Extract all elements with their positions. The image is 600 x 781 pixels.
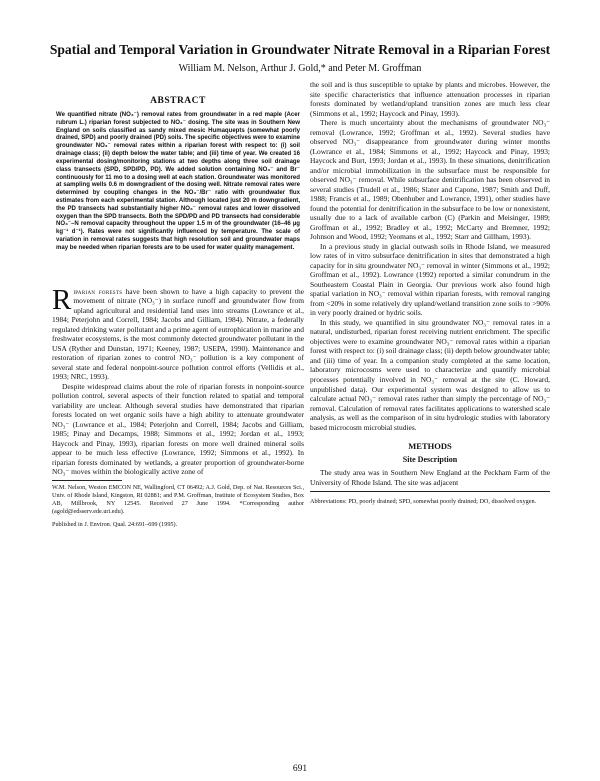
abstract-heading: ABSTRACT [150,96,206,106]
abstract-text: We quantified nitrate (NO₃⁻) removal rates from groundwater in a red maple (Acer rubrum L.) riparian forest subjected to NO₃⁻ dosing. The site was in Southern New England on soils classified as sandy mixed mesic Humaquepts (somewhat poorly drained, SPD) and poorly drained (PD) soils. The specific objectives were to examine groundwater NO₃⁻ removal rates within a riparian forest with respect to: (i) soil drainage class; (ii) depth below the water table; and (iii) time of year. We created 16 experimental dosing/monitoring stations at two depths along three soil drainage class transects (SPD, SPD/PD, PD). We added solution containing NO₃⁻ and Br⁻ continuously for 11 mo to a dosing well at each station. Groundwater was monitored at sampling wells 0.6 m downgradient of the dosing well. Nitrate removal rates were determined by coupling changes in the NO₃⁻/Br⁻ ratio with groundwater flux estimates from each experimental station. Although located just 20 m downgradient, the PD transects had substantially higher NO₃⁻ removal rates and lower dissolved oxygen than the SPD transects. Both the SPD/PD and PD transects had considerable NO₃⁻–N removal capacity throughout the upper 1.5 m of the groundwater (16–46 µg kg⁻¹ d⁻¹). Rates were not significantly influenced by temperature. The scale of variation in removal rates suggests that high resolution soil and groundwater maps may be needed when riparian forests are to be used for water quality management. [56,112,300,251]
intro-lead-smallcaps: iparian forests [73,286,123,296]
page-number: 691 [292,764,308,774]
paper-title: Spatial and Temporal Variation in Groundwater Nitrate Removal in a Riparian Forest [49,42,551,57]
paper-authors: William M. Nelson, Arthur J. Gold,* and Peter M. Groffman [178,63,422,74]
drop-cap: R [52,283,72,316]
publication-note: Published in J. Environ. Qual. 24:691–699 (1995). [52,520,178,528]
site-paragraph: The study area was in Southern New England at the Peckham Farm of the University of Rhode Island. The site was adjacent [310,468,550,487]
right-paragraph-2: There is much uncertainty about the mechanisms of groundwater NO₃⁻ removal (Lowrance, 1992; Groffman et al., 1992). Several studies have observed NO₃⁻ disappearance from groundwater during winter months (Lowrance et al., 1984; Simmons et al., 1992; Haycock and Pinay, 1993; Haycock and Burt, 1993; Jordan et al., 1993). In these situations, denitrification and/or microbial immobilization in the subsurface must be responsible for observed NO₃⁻ removal. While subsurface denitrification has been observed in several studies (Trudell et al., 1986; Slater and Capone, 1987; Smith and Duff, 1988; Francis et al., 1989; Obenhuber and Lowrance, 1991), other studies have found the potential for denitrification in the subsurface to be low or nonexistent, usually due to a lack of available carbon (C) (Parkin and Meisinger, 1989; Groffman et al., 1992; Bradley et al., 1992; McCarty and Bremner, 1992; Johnson and Wood, 1992; Yeomans et al., 1992; Starr and Gillham, 1993). [310,118,550,242]
right-paragraph-1: the soil and is thus susceptible to uptake by plants and microbes. However, the site specific characteristics that influence attenuation processes in riparian forests dominated by wetland/upland transition zones are much less clear (Simmons et al., 1992; Haycock and Pinay, 1993). [310,80,550,118]
site-description-heading: Site Description [402,455,458,465]
abbreviations-rule [310,491,550,492]
right-paragraph-3: In a previous study in glacial outwash soils in Rhode Island, we measured low rates of in vitro subsurface denitrification in sites that demonstrated a high capacity for in situ groundwater NO₃⁻ removal in winter (Simmons et al., 1992; Groffman et al., 1992). Lowrance (1992) reported a similar conundrum in the Southeastern Coastal Plain in Georgia. Our previous work also found high spatial variation in NO₃⁻ removal within riparian forests, with removal ranging from <20% in some relatively dry upland/wetland transition zone soils to >90% in very poorly drained or hydric soils. [310,241,550,318]
intro-paragraph-2: Despite widespread claims about the role of riparian forests in nonpoint-source pollution control, several aspects of their function related to spatial and temporal variability are unclear. Although several studies have demonstrated that riparian forests located on wet organic soils have a high ability to attenuate groundwater NO₃⁻ (Lowrance et al., 1984; Peterjohn and Correll, 1984; Jacobs and Gilliam, 1985; Pinay and Decamps, 1988; Simmons et al., 1992; Jordan et al., 1993; Haycock and Pinay, 1993), riparian forests on more well drained mineral soils appear to be much less effective (Lowrance, 1992; Simmons et al., 1992). In riparian forests dominated by wetlands, a greater proportion of groundwater-borne NO₃⁻ moves within the biologically active zone of [52,381,304,477]
footnote-rule [52,480,122,481]
left-column [52,96,304,528]
right-paragraph-4: In this study, we quantified in situ groundwater NO₃⁻ removal rates in a natural, undisturbed, riparian forest receiving nutrient enrichment. The specific objectives were to examine groundwater NO₃⁻ removal rates within a riparian forest with respect to: (i) soil drainage class; (ii) depth below groundwater table; and (iii) time of year. In a companion study completed at the same location, laboratory microcosms were used to characterize and quantify microbial processes potentially involved in NO₃⁻ removal at the site (C. Howard, unpublished data). Our experimental system was designed to allow us to calculate actual NO₃⁻ removal rates rather than simply the percentage of NO₃⁻ removal. Calculation of removal rates facilitates applications to watershed scale analysis, as well as the comparison of in situ hydrologic studies with laboratory based microcosm microbial studies. [310,317,550,432]
intro-p1-text: have been shown to have a high capacity to prevent the movement of nitrate (NO₃⁻) in surface runoff and groundwater flow from upland agricultural and residential land uses into streams (Lowrance et al., 1984; Peterjohn and Correll, 1984; Jacobs and Gilliam, 1984). Nitrate, a federally regulated drinking water pollutant and a prime agent of eutrophication in marine and freshwater ecosystems, is the most commonly detected groundwater pollutant in the USA (Ryther and Dunstan, 1971; Keeney, 1987; USEPA, 1990). Maintenance and restoration of riparian zones to control NO₃⁻ pollution is a key component of several state and federal nonpoint-source pollution control efforts (Vellidis et al., 1993; NRC, 1993). [52,286,304,382]
author-footnote: W.M. Nelson, Weston EMCON NE, Wallingford, CT 06492; A.J. Gold, Dep. of Nat. Resources Sci., Univ. of Rhode Island, Kingston, RI 02881; and P.M. Groffman, Institute of Ecosystem Studies, Box AB, Millbrook, NY 12545. Received 27 June 1994. *Corresponding author (agold@edsserv.ede.uri.edu). [52,483,304,515]
methods-heading: METHODS [408,441,452,452]
intro-paragraph-1 [52,283,304,382]
right-column [310,80,550,512]
abbreviations-note: Abbreviations: PD, poorly drained; SPD, somewhat poorly drained; DO, dissolved oxygen. [310,498,537,506]
